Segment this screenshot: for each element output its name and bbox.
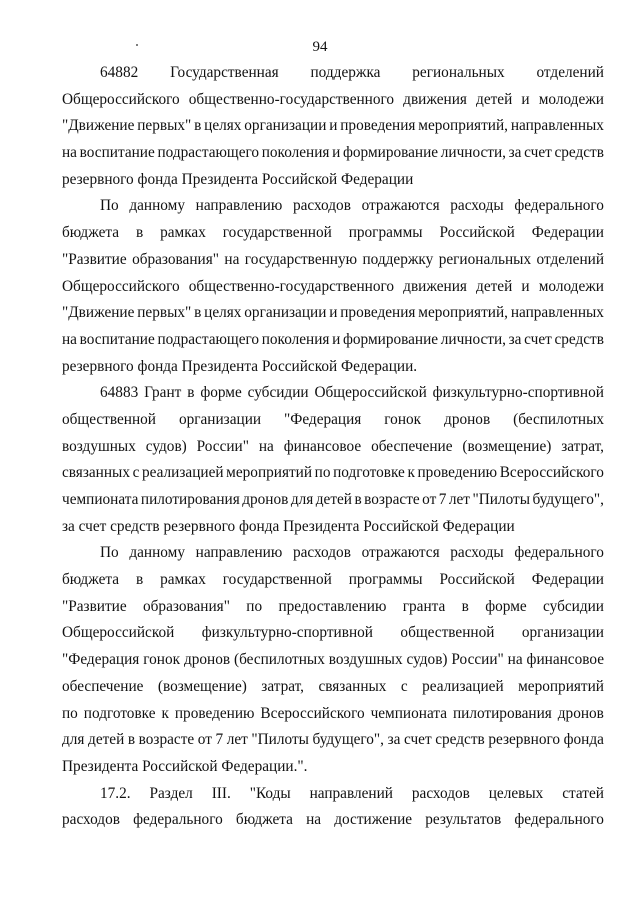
text-line <box>62 247 604 274</box>
word: детей <box>476 90 513 108</box>
word: России" <box>451 651 504 669</box>
word: гранта <box>402 597 446 615</box>
word: 64883 <box>100 384 139 402</box>
word: воспитание <box>79 144 155 162</box>
text-line <box>62 300 604 327</box>
word: счет <box>404 731 432 749</box>
word: направленных <box>510 304 604 322</box>
word: по <box>62 704 78 722</box>
word: и <box>521 90 530 108</box>
paragraph <box>62 193 604 380</box>
word: воздушных <box>62 437 136 455</box>
word: общественной <box>62 410 156 428</box>
word: дронов <box>242 491 289 508</box>
text-line <box>62 274 604 301</box>
word: отражаются <box>361 197 440 215</box>
word: на <box>258 437 274 455</box>
word: общественно-государственного <box>188 277 395 295</box>
word: средств <box>554 144 604 162</box>
text-line <box>62 701 604 728</box>
word: бюджета <box>62 224 120 242</box>
text-line <box>62 327 604 354</box>
word: По <box>100 197 119 215</box>
word: пилотирования <box>452 704 552 722</box>
word: реализацией <box>422 677 504 695</box>
word: чемпионата <box>62 491 139 508</box>
word: (возмещение) <box>462 437 552 455</box>
word: и <box>329 117 338 135</box>
scan-speck <box>136 44 138 46</box>
word: в <box>127 731 136 749</box>
word: государственной <box>222 224 332 242</box>
word: организации <box>521 624 604 642</box>
word: связанных <box>318 677 387 695</box>
word: По <box>100 544 119 562</box>
word: на <box>62 330 77 348</box>
text-line <box>62 113 604 140</box>
paragraph <box>62 380 604 540</box>
word: Российской <box>439 224 515 242</box>
word: 7 <box>215 731 224 749</box>
word: судов) <box>406 651 448 669</box>
text-line: Президента Российской Федерации.". <box>62 757 308 775</box>
word: по <box>314 464 331 482</box>
word: III. <box>211 784 231 802</box>
word: бюджета <box>62 571 120 589</box>
text-line <box>62 87 604 114</box>
word: воспитание <box>79 330 155 348</box>
word: лет <box>448 491 470 508</box>
word: программы <box>348 224 423 242</box>
word: направлению <box>195 544 283 562</box>
word: подрастающего <box>157 144 260 162</box>
word: первых" <box>137 117 192 135</box>
word: воздушных <box>328 651 403 669</box>
word: в <box>354 491 362 508</box>
word: достижение <box>334 811 413 829</box>
paragraph <box>62 60 604 193</box>
text-line <box>62 594 604 621</box>
word: подготовке <box>333 464 405 482</box>
word: для <box>62 731 85 749</box>
word: мероприятий, <box>418 304 508 322</box>
word: за <box>387 731 401 749</box>
word: по <box>246 597 263 615</box>
word: бюджета <box>235 811 293 829</box>
text-line <box>62 540 604 567</box>
word: данному <box>129 544 185 562</box>
word: Российской <box>439 571 515 589</box>
word: федерального <box>514 544 604 562</box>
word: мероприятий, <box>418 117 508 135</box>
word: к <box>161 704 169 722</box>
word: государственную <box>244 250 358 268</box>
word: на <box>62 144 77 162</box>
word: Раздел <box>149 784 193 802</box>
word: Всероссийского <box>499 464 604 482</box>
word: 64882 <box>100 64 139 81</box>
word: субсидии <box>543 597 604 615</box>
word: расходы <box>450 197 504 215</box>
word: Федерации <box>531 224 604 242</box>
paragraph <box>62 781 604 834</box>
word: дронов <box>444 410 491 428</box>
word: на <box>306 811 322 829</box>
word: "Развитие <box>62 597 127 615</box>
word: предоставлению <box>278 597 387 615</box>
word: в <box>194 304 202 322</box>
word: проведению <box>417 464 498 482</box>
text-line <box>62 220 604 247</box>
word: и <box>332 330 341 348</box>
word: "Пилоты <box>251 731 309 749</box>
text-line <box>62 407 604 434</box>
word: поколения <box>261 330 330 348</box>
word: от <box>197 731 212 749</box>
word: резервного <box>488 731 561 749</box>
word: обеспечение <box>371 437 453 455</box>
text-line <box>62 380 604 407</box>
word: расходы <box>450 544 504 562</box>
word: движения <box>403 277 467 295</box>
word: Грант <box>144 384 182 402</box>
word: затрат, <box>561 437 604 455</box>
word: в <box>135 224 144 242</box>
word: рамках <box>160 224 206 242</box>
word: к <box>407 464 415 482</box>
word: судов) <box>145 437 187 455</box>
word: целях <box>204 117 242 135</box>
word: Всероссийского <box>260 704 365 722</box>
word: "Пилоты <box>472 491 530 508</box>
word: программы <box>348 571 423 589</box>
word: направлению <box>195 197 283 215</box>
word: в <box>187 384 195 402</box>
text-line: резервного фонда Президента Российской Федерации. <box>62 357 418 375</box>
word: мероприятий <box>518 677 604 695</box>
word: 17.2. <box>100 784 131 802</box>
text-line <box>62 727 604 754</box>
word: средств <box>435 731 485 749</box>
word: форме <box>485 597 527 615</box>
word: (беспилотных <box>513 410 604 428</box>
word: мероприятий <box>226 464 313 482</box>
text-line <box>62 434 604 461</box>
word: на <box>224 250 240 268</box>
word: молодежи <box>538 277 604 295</box>
word: статей <box>562 784 604 802</box>
document-body <box>62 60 604 834</box>
text-line <box>62 647 604 674</box>
word: "Федерация <box>62 651 140 669</box>
word: счет <box>524 144 552 162</box>
word: России" <box>196 437 249 455</box>
word: возрасте <box>364 491 420 508</box>
word: реализацией <box>142 464 224 482</box>
word: поколения <box>261 144 330 162</box>
word: организации <box>244 117 327 135</box>
word: в <box>194 117 202 135</box>
word: форме <box>200 384 242 402</box>
word: расходов <box>62 811 120 829</box>
word: "Развитие <box>62 250 127 268</box>
word: формирование <box>342 330 439 348</box>
word: данному <box>129 197 185 215</box>
word: рамках <box>160 571 206 589</box>
word: молодежи <box>538 90 604 108</box>
word: гонок <box>143 651 181 669</box>
word: в <box>135 571 144 589</box>
word: организации <box>244 304 327 322</box>
word: и <box>332 144 341 162</box>
text-line <box>62 620 604 647</box>
word: затрат, <box>261 677 305 695</box>
word: пилотирования <box>140 491 240 508</box>
word: на <box>507 651 523 669</box>
word: дронов <box>557 704 604 722</box>
word: Общероссийской <box>314 384 427 402</box>
word: связанных <box>62 464 130 482</box>
word: Общероссийской <box>62 624 175 642</box>
word: обеспечение <box>62 677 144 695</box>
word: за <box>508 144 522 162</box>
word: образования" <box>132 250 219 268</box>
word: федерального <box>514 811 604 829</box>
word: федерального <box>514 197 604 215</box>
word: средств <box>554 330 604 348</box>
word: Государственная <box>170 64 279 81</box>
word: с <box>132 464 140 482</box>
word: физкультурно-спортивной <box>201 624 373 642</box>
word: государственной <box>222 571 332 589</box>
word: целевых <box>488 784 544 802</box>
word: региональных <box>412 64 505 81</box>
word: счет <box>524 330 552 348</box>
word: проведения <box>340 304 416 322</box>
word: "Движение <box>62 117 135 135</box>
word: субсидии <box>247 384 309 402</box>
word: расходов <box>292 544 351 562</box>
word: фонда <box>563 731 604 749</box>
word: образования" <box>143 597 230 615</box>
word: 7 <box>438 491 447 508</box>
word: первых" <box>137 304 192 322</box>
word: федерального <box>133 811 223 829</box>
word: (возмещение) <box>157 677 247 695</box>
word: поддержка <box>310 64 381 81</box>
word: в <box>461 597 469 615</box>
word: чемпионата <box>370 704 448 722</box>
word: детей <box>88 731 125 749</box>
word: и <box>521 277 530 295</box>
word: отделений <box>536 64 604 81</box>
word: отражаются <box>361 544 440 562</box>
text-line <box>62 807 604 834</box>
word: расходов <box>292 197 351 215</box>
word: за <box>508 330 522 348</box>
word: детей <box>315 491 352 508</box>
page-number: 94 <box>312 39 328 55</box>
word: целях <box>204 304 242 322</box>
text-line <box>62 567 604 594</box>
word: лет <box>226 731 248 749</box>
text-line <box>62 193 604 220</box>
word: возрасте <box>138 731 195 749</box>
word: подрастающего <box>157 330 260 348</box>
word: гонок <box>384 410 422 428</box>
word: физкультурно-спортивной <box>432 384 604 402</box>
text-line <box>62 487 604 514</box>
text-line <box>62 460 604 487</box>
word: будущего", <box>532 491 604 508</box>
text-line: резервного фонда Президента Российской Федерации <box>62 170 414 188</box>
text-line <box>62 60 604 87</box>
word: общественной <box>400 624 495 642</box>
word: "Движение <box>62 304 135 322</box>
word: подготовке <box>83 704 156 722</box>
word: будущего", <box>312 731 384 749</box>
word: Федерации <box>531 571 604 589</box>
word: личности, <box>440 144 506 162</box>
word: движения <box>403 90 467 108</box>
word: "Федерация <box>284 410 362 428</box>
word: результатов <box>425 811 502 829</box>
text-line <box>62 140 604 167</box>
word: с <box>400 677 408 695</box>
word: от <box>422 491 437 508</box>
word: Общероссийского <box>62 90 180 108</box>
word: и <box>329 304 338 322</box>
text-line: за счет средств резервного фонда Президента Российской Федерации <box>62 517 515 535</box>
text-line <box>62 674 604 701</box>
word: (беспилотных <box>233 651 325 669</box>
word: детей <box>476 277 513 295</box>
word: финансовое <box>283 437 362 455</box>
word: Общероссийского <box>62 277 180 295</box>
word: "Коды <box>249 784 291 802</box>
word: для <box>290 491 314 508</box>
word: личности, <box>440 330 506 348</box>
word: проведения <box>340 117 416 135</box>
text-line <box>62 781 604 808</box>
word: дронов <box>183 651 231 669</box>
word: направлений <box>309 784 393 802</box>
word: отделений <box>536 250 604 268</box>
word: поддержку <box>362 250 434 268</box>
word: финансовое <box>526 651 604 669</box>
paragraph <box>62 540 604 780</box>
word: формирование <box>342 144 439 162</box>
word: общественно-государственного <box>188 90 395 108</box>
word: проведению <box>174 704 255 722</box>
word: региональных <box>438 250 532 268</box>
word: расходов <box>411 784 470 802</box>
word: организации <box>178 410 262 428</box>
word: направленных <box>510 117 604 135</box>
